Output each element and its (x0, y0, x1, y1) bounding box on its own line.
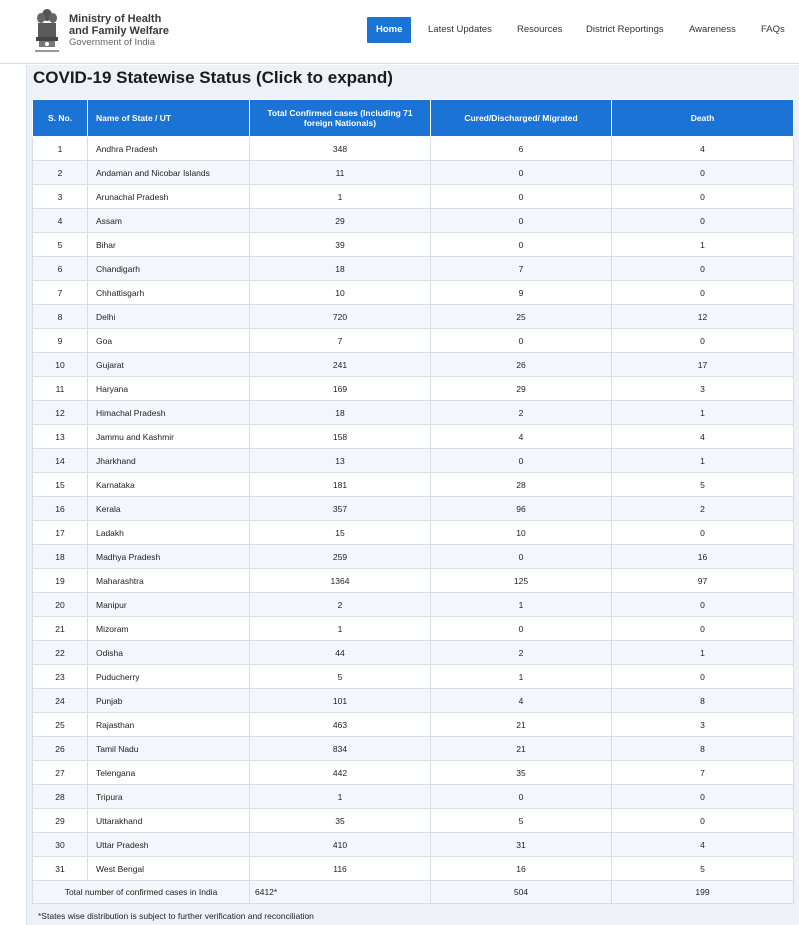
cell-sno: 19 (33, 569, 88, 593)
cell-death: 8 (612, 737, 794, 761)
cell-death: 2 (612, 497, 794, 521)
table-row[interactable] (33, 833, 794, 857)
cell-state: Gujarat (88, 353, 250, 377)
cell-confirmed: 35 (250, 809, 431, 833)
cell-death: 0 (612, 329, 794, 353)
cell-cured: 2 (431, 641, 612, 665)
table-row[interactable] (33, 809, 794, 833)
cell-sno: 29 (33, 809, 88, 833)
table-row[interactable] (33, 665, 794, 689)
cell-cured: 21 (431, 713, 612, 737)
cell-cured: 2 (431, 401, 612, 425)
ministry-line-1: Ministry of Health (69, 13, 162, 25)
cell-state: Bihar (88, 233, 250, 257)
header-death: Death (612, 100, 794, 137)
cell-death: 16 (612, 545, 794, 569)
cell-cured: 0 (431, 233, 612, 257)
table-row[interactable] (33, 305, 794, 329)
cell-confirmed: 181 (250, 473, 431, 497)
total-confirmed: 6412* (250, 881, 431, 904)
table-row[interactable] (33, 257, 794, 281)
cell-cured: 10 (431, 521, 612, 545)
cell-sno: 12 (33, 401, 88, 425)
cell-cured: 16 (431, 857, 612, 881)
cell-sno: 16 (33, 497, 88, 521)
cell-sno: 21 (33, 617, 88, 641)
cell-cured: 1 (431, 593, 612, 617)
table-row[interactable] (33, 137, 794, 161)
cell-sno: 22 (33, 641, 88, 665)
cell-confirmed: 10 (250, 281, 431, 305)
cell-death: 1 (612, 449, 794, 473)
table-row[interactable] (33, 233, 794, 257)
cell-state: Chhattisgarh (88, 281, 250, 305)
cell-sno: 3 (33, 185, 88, 209)
cell-confirmed: 1364 (250, 569, 431, 593)
cell-state: Delhi (88, 305, 250, 329)
cell-confirmed: 116 (250, 857, 431, 881)
cell-cured: 96 (431, 497, 612, 521)
cell-sno: 20 (33, 593, 88, 617)
cell-state: Goa (88, 329, 250, 353)
table-row[interactable] (33, 377, 794, 401)
cell-cured: 1 (431, 665, 612, 689)
cell-confirmed: 29 (250, 209, 431, 233)
cell-cured: 0 (431, 785, 612, 809)
cell-death: 7 (612, 761, 794, 785)
cell-confirmed: 1 (250, 617, 431, 641)
nav-home[interactable]: Home (367, 17, 411, 43)
header-sno: S. No. (33, 100, 88, 137)
cell-state: Kerala (88, 497, 250, 521)
cell-state: Assam (88, 209, 250, 233)
cell-confirmed: 410 (250, 833, 431, 857)
header-state: Name of State / UT (88, 100, 250, 137)
table-row[interactable] (33, 329, 794, 353)
cell-cured: 0 (431, 449, 612, 473)
cell-confirmed: 241 (250, 353, 431, 377)
page-title[interactable]: COVID-19 Statewise Status (Click to expand) (33, 68, 393, 87)
cell-cured: 0 (431, 185, 612, 209)
cell-state: Mizoram (88, 617, 250, 641)
cell-death: 8 (612, 689, 794, 713)
table-row[interactable] (33, 617, 794, 641)
cell-sno: 25 (33, 713, 88, 737)
cell-confirmed: 720 (250, 305, 431, 329)
cell-cured: 21 (431, 737, 612, 761)
site-header (0, 0, 799, 64)
table-row[interactable] (33, 353, 794, 377)
cell-confirmed: 357 (250, 497, 431, 521)
cell-state: Tamil Nadu (88, 737, 250, 761)
table-row[interactable] (33, 161, 794, 185)
cell-cured: 35 (431, 761, 612, 785)
table-row[interactable] (33, 521, 794, 545)
cell-death: 17 (612, 353, 794, 377)
ministry-line-2: and Family Welfare (69, 25, 170, 37)
cell-sno: 6 (33, 257, 88, 281)
cell-confirmed: 39 (250, 233, 431, 257)
cell-death: 0 (612, 257, 794, 281)
cell-cured: 5 (431, 809, 612, 833)
cell-cured: 125 (431, 569, 612, 593)
cell-death: 97 (612, 569, 794, 593)
national-emblem-icon[interactable] (31, 7, 63, 57)
cell-sno: 1 (33, 137, 88, 161)
cell-cured: 28 (431, 473, 612, 497)
statewise-table-wrap (32, 99, 793, 904)
cell-confirmed: 11 (250, 161, 431, 185)
cell-state: Rajasthan (88, 713, 250, 737)
cell-state: Jammu and Kashmir (88, 425, 250, 449)
cell-sno: 7 (33, 281, 88, 305)
cell-sno: 14 (33, 449, 88, 473)
cell-cured: 0 (431, 209, 612, 233)
cell-death: 0 (612, 593, 794, 617)
cell-cured: 0 (431, 545, 612, 569)
cell-cured: 0 (431, 161, 612, 185)
ministry-line-3: Government of India (69, 37, 156, 48)
nav-latest-updates[interactable]: Latest Updates (428, 24, 492, 35)
cell-confirmed: 15 (250, 521, 431, 545)
table-row[interactable] (33, 641, 794, 665)
cell-cured: 26 (431, 353, 612, 377)
cell-confirmed: 18 (250, 401, 431, 425)
cell-death: 0 (612, 785, 794, 809)
cell-confirmed: 5 (250, 665, 431, 689)
cell-cured: 25 (431, 305, 612, 329)
cell-sno: 30 (33, 833, 88, 857)
cell-death: 0 (612, 209, 794, 233)
header-confirmed: Total Confirmed cases (Including 71 foreign Nationals) (250, 100, 431, 137)
cell-state: Uttar Pradesh (88, 833, 250, 857)
cell-state: Manipur (88, 593, 250, 617)
table-row[interactable] (33, 857, 794, 881)
table-row[interactable] (33, 425, 794, 449)
cell-cured: 4 (431, 689, 612, 713)
cell-state: West Bengal (88, 857, 250, 881)
table-row[interactable] (33, 593, 794, 617)
cell-confirmed: 44 (250, 641, 431, 665)
cell-cured: 0 (431, 329, 612, 353)
cell-state: Maharashtra (88, 569, 250, 593)
total-cured: 504 (431, 881, 612, 904)
table-row[interactable] (33, 209, 794, 233)
cell-state: Odisha (88, 641, 250, 665)
cell-death: 1 (612, 233, 794, 257)
table-row[interactable] (33, 569, 794, 593)
table-row[interactable] (33, 689, 794, 713)
cell-cured: 0 (431, 617, 612, 641)
cell-confirmed: 1 (250, 785, 431, 809)
total-label: Total number of confirmed cases in India (33, 881, 250, 904)
cell-sno: 13 (33, 425, 88, 449)
cell-confirmed: 18 (250, 257, 431, 281)
cell-confirmed: 169 (250, 377, 431, 401)
cell-sno: 4 (33, 209, 88, 233)
cell-state: Tripura (88, 785, 250, 809)
table-row[interactable] (33, 473, 794, 497)
cell-sno: 15 (33, 473, 88, 497)
table-row[interactable] (33, 785, 794, 809)
cell-confirmed: 834 (250, 737, 431, 761)
cell-state: Madhya Pradesh (88, 545, 250, 569)
cell-state: Ladakh (88, 521, 250, 545)
cell-sno: 27 (33, 761, 88, 785)
cell-sno: 11 (33, 377, 88, 401)
table-body (33, 137, 794, 904)
cell-cured: 31 (431, 833, 612, 857)
cell-death: 0 (612, 521, 794, 545)
cell-confirmed: 7 (250, 329, 431, 353)
statewise-table (32, 99, 794, 904)
cell-death: 4 (612, 425, 794, 449)
cell-state: Jharkhand (88, 449, 250, 473)
cell-death: 5 (612, 473, 794, 497)
cell-death: 0 (612, 665, 794, 689)
table-row[interactable] (33, 761, 794, 785)
cell-death: 0 (612, 185, 794, 209)
cell-sno: 23 (33, 665, 88, 689)
cell-state: Telengana (88, 761, 250, 785)
table-row[interactable] (33, 713, 794, 737)
table-header-row (33, 100, 794, 137)
cell-sno: 2 (33, 161, 88, 185)
cell-confirmed: 13 (250, 449, 431, 473)
cell-sno: 17 (33, 521, 88, 545)
cell-state: Arunachal Pradesh (88, 185, 250, 209)
cell-death: 1 (612, 401, 794, 425)
cell-confirmed: 348 (250, 137, 431, 161)
cell-sno: 24 (33, 689, 88, 713)
cell-state: Chandigarh (88, 257, 250, 281)
table-row[interactable] (33, 497, 794, 521)
cell-cured: 9 (431, 281, 612, 305)
ministry-name[interactable] (69, 13, 169, 49)
cell-confirmed: 1 (250, 185, 431, 209)
cell-state: Haryana (88, 377, 250, 401)
cell-sno: 18 (33, 545, 88, 569)
table-row[interactable] (33, 449, 794, 473)
nav-faqs[interactable]: FAQs (761, 24, 785, 35)
cell-death: 0 (612, 809, 794, 833)
cell-sno: 28 (33, 785, 88, 809)
cell-state: Karnataka (88, 473, 250, 497)
footnote: *States wise distribution is subject to further verification and reconciliation (38, 911, 314, 921)
cell-confirmed: 463 (250, 713, 431, 737)
cell-cured: 29 (431, 377, 612, 401)
cell-state: Andhra Pradesh (88, 137, 250, 161)
total-death: 199 (612, 881, 794, 904)
cell-confirmed: 442 (250, 761, 431, 785)
cell-sno: 5 (33, 233, 88, 257)
cell-death: 0 (612, 617, 794, 641)
table-row[interactable] (33, 737, 794, 761)
table-row[interactable] (33, 545, 794, 569)
cell-state: Punjab (88, 689, 250, 713)
nav-district-reportings[interactable]: District Reportings (586, 24, 664, 35)
cell-death: 12 (612, 305, 794, 329)
cell-state: Uttarakhand (88, 809, 250, 833)
cell-death: 0 (612, 281, 794, 305)
cell-sno: 26 (33, 737, 88, 761)
cell-death: 1 (612, 641, 794, 665)
cell-confirmed: 2 (250, 593, 431, 617)
nav-awareness[interactable]: Awareness (689, 24, 736, 35)
table-total-row (33, 881, 794, 904)
cell-confirmed: 259 (250, 545, 431, 569)
cell-state: Andaman and Nicobar Islands (88, 161, 250, 185)
cell-death: 5 (612, 857, 794, 881)
cell-confirmed: 101 (250, 689, 431, 713)
table-row[interactable] (33, 401, 794, 425)
cell-state: Himachal Pradesh (88, 401, 250, 425)
cell-death: 4 (612, 137, 794, 161)
cell-death: 0 (612, 161, 794, 185)
cell-sno: 31 (33, 857, 88, 881)
cell-death: 4 (612, 833, 794, 857)
cell-confirmed: 158 (250, 425, 431, 449)
cell-sno: 10 (33, 353, 88, 377)
cell-death: 3 (612, 713, 794, 737)
cell-cured: 4 (431, 425, 612, 449)
cell-death: 3 (612, 377, 794, 401)
cell-sno: 8 (33, 305, 88, 329)
cell-cured: 6 (431, 137, 612, 161)
table-row[interactable] (33, 185, 794, 209)
cell-cured: 7 (431, 257, 612, 281)
table-row[interactable] (33, 281, 794, 305)
nav-resources[interactable]: Resources (517, 24, 563, 35)
cell-sno: 9 (33, 329, 88, 353)
cell-state: Puducherry (88, 665, 250, 689)
header-cured: Cured/Discharged/ Migrated (431, 100, 612, 137)
